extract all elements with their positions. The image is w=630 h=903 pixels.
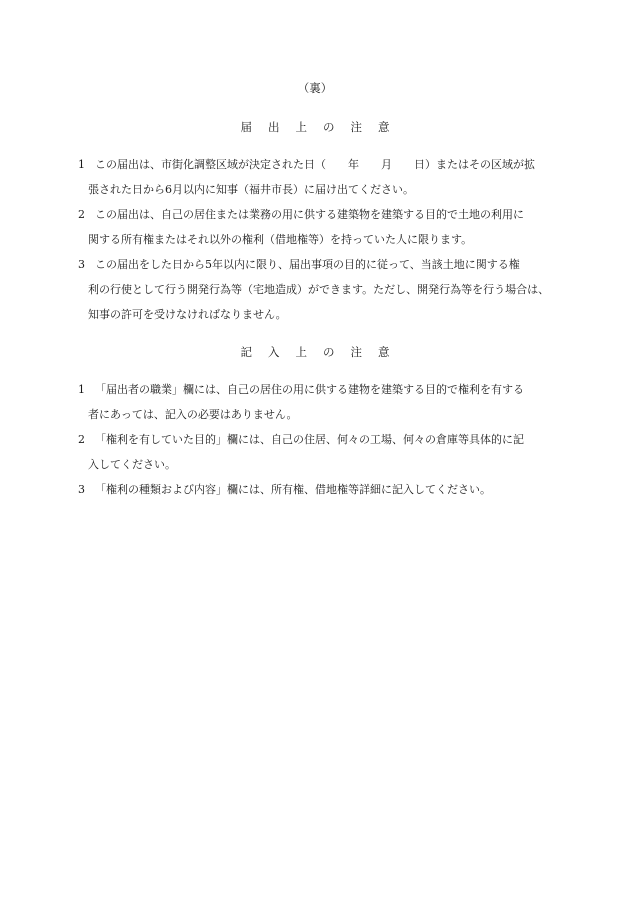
- item-text: 「届出者の職業」欄には、自己の居住の用に供する建物を建築する目的で権利を有する: [95, 383, 524, 396]
- filing-note-3: [78, 252, 564, 327]
- item-number: 2: [78, 433, 85, 446]
- heading-char: の: [323, 120, 335, 134]
- item-text-continued: 知事の許可を受けなければなりません。: [88, 308, 287, 321]
- heading-char: 意: [378, 120, 390, 134]
- heading-char: 届: [240, 120, 252, 134]
- heading-char: 意: [378, 345, 390, 359]
- entry-notes-heading: [0, 344, 630, 360]
- item-text-continued: 張された日から6月以内に知事（福井市長）に届け出てください。: [88, 183, 414, 196]
- heading-char: 記: [240, 345, 252, 359]
- entry-note-2: [78, 427, 564, 477]
- filing-notes-list: [78, 152, 564, 327]
- year-label: 年: [348, 158, 359, 171]
- item-number: 2: [78, 208, 85, 221]
- item-number: 3: [78, 483, 85, 496]
- month-label: 月: [381, 158, 392, 171]
- heading-char: 注: [350, 345, 362, 359]
- heading-char: 上: [295, 120, 307, 134]
- item-text-continued: 者にあっては、記入の必要はありません。: [88, 408, 298, 421]
- heading-char: の: [323, 345, 335, 359]
- filing-note-1: [78, 152, 564, 202]
- item-text: 「権利を有していた目的」欄には、自己の住居、何々の工場、何々の倉庫等具体的に記: [95, 433, 524, 446]
- item-text: この届出は、自己の居住または業務の用に供する建築物を建築する目的で土地の利用に: [95, 208, 524, 221]
- entry-note-1: [78, 377, 564, 427]
- item-number: 1: [78, 383, 85, 396]
- item-number: 3: [78, 258, 85, 271]
- filing-note-2: [78, 202, 564, 252]
- item-text: 「権利の種類および内容」欄には、所有権、借地権等詳細に記入してください。: [95, 483, 491, 496]
- item-text-continued: 関する所有権またはそれ以外の権利（借地権等）を持っていた人に限ります。: [88, 233, 473, 246]
- heading-char: 上: [295, 345, 307, 359]
- heading-char: 入: [268, 345, 280, 359]
- item-text: 日）またはその区域が拡: [414, 158, 535, 171]
- filing-notes-heading: [0, 119, 630, 135]
- item-text-continued: 入してください。: [88, 458, 176, 471]
- entry-notes-list: [78, 377, 564, 502]
- heading-char: 注: [350, 120, 362, 134]
- item-number: 1: [78, 158, 85, 171]
- page-side-label: （裏）: [297, 81, 333, 95]
- heading-char: 出: [268, 120, 280, 134]
- item-text: この届出をした日から5年以内に限り、届出事項の目的に従って、当該土地に関する権: [95, 258, 520, 271]
- item-text-continued: 利の行使として行う開発行為等（宅地造成）ができます。ただし、開発行為等を行う場合は、: [88, 283, 550, 296]
- item-text: この届出は、市街化調整区域が決定された日（: [95, 158, 326, 171]
- entry-note-3: [78, 477, 564, 502]
